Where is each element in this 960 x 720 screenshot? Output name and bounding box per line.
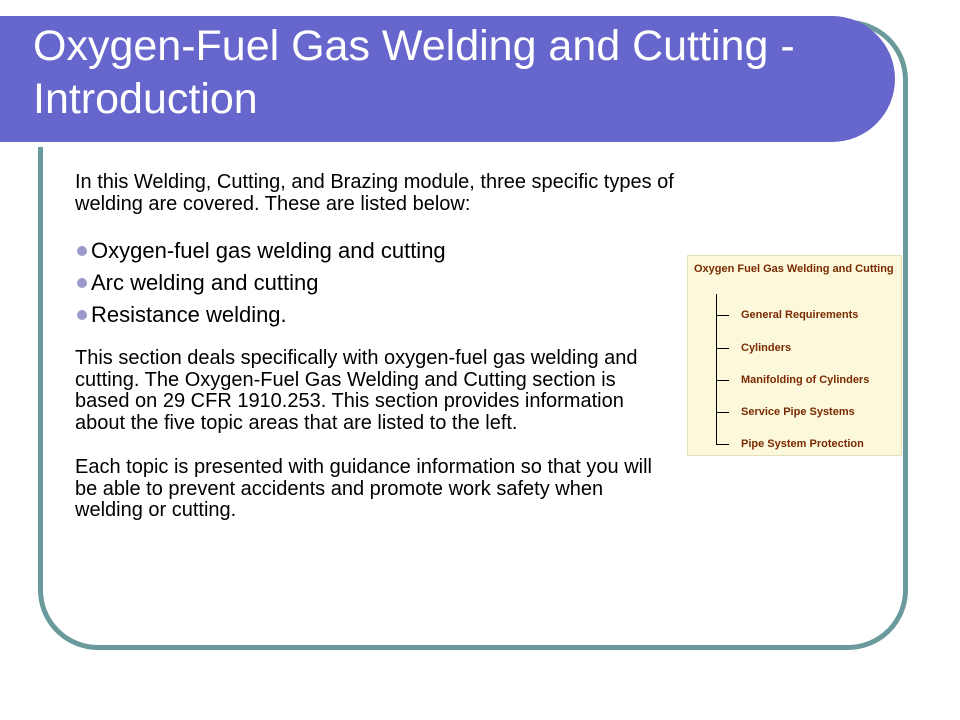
bullet-icon — [77, 278, 87, 288]
welding-types-list — [75, 235, 675, 331]
diagram-item: Service Pipe Systems — [741, 406, 855, 418]
list-item-text: Resistance welding. — [91, 302, 287, 327]
bullet-icon — [77, 310, 87, 320]
slide-title: Oxygen-Fuel Gas Welding and Cutting - Introduction — [33, 22, 795, 123]
list-item — [75, 235, 675, 267]
diagram-item: Manifolding of Cylinders — [741, 374, 870, 386]
list-item-text: Oxygen-fuel gas welding and cutting — [91, 238, 446, 263]
diagram-branch-line — [716, 444, 729, 445]
diagram-branch-line — [716, 315, 729, 316]
list-item-text: Arc welding and cutting — [91, 270, 319, 295]
list-item — [75, 267, 675, 299]
diagram-trunk-line — [716, 294, 717, 444]
title-underline — [0, 142, 845, 147]
section-paragraph: This section deals specifically with oxygen-fuel gas welding and cutting. The Oxygen-Fuel Gas Welding and Cutting section is based on 29 CFR 1910.253. This section provides information about the five topic areas that are listed to the left. — [75, 347, 638, 434]
diagram-branch-line — [716, 380, 729, 381]
diagram-root-label: Oxygen Fuel Gas Welding and Cutting — [694, 263, 894, 275]
body-text — [75, 172, 675, 522]
diagram-branch-line — [716, 348, 729, 349]
topic-diagram — [687, 255, 902, 456]
diagram-item: Pipe System Protection — [741, 438, 864, 450]
bullet-icon — [77, 246, 87, 256]
diagram-item: Cylinders — [741, 342, 792, 354]
diagram-item: General Requirements — [741, 309, 859, 321]
closing-paragraph: Each topic is presented with guidance information so that you will be able to prevent accidents and promote work safety when welding or cutting. — [75, 456, 652, 521]
list-item — [75, 299, 675, 331]
diagram-branch-line — [716, 412, 729, 413]
intro-paragraph: In this Welding, Cutting, and Brazing module, three specific types of welding are covered. These are listed below: — [75, 171, 674, 215]
